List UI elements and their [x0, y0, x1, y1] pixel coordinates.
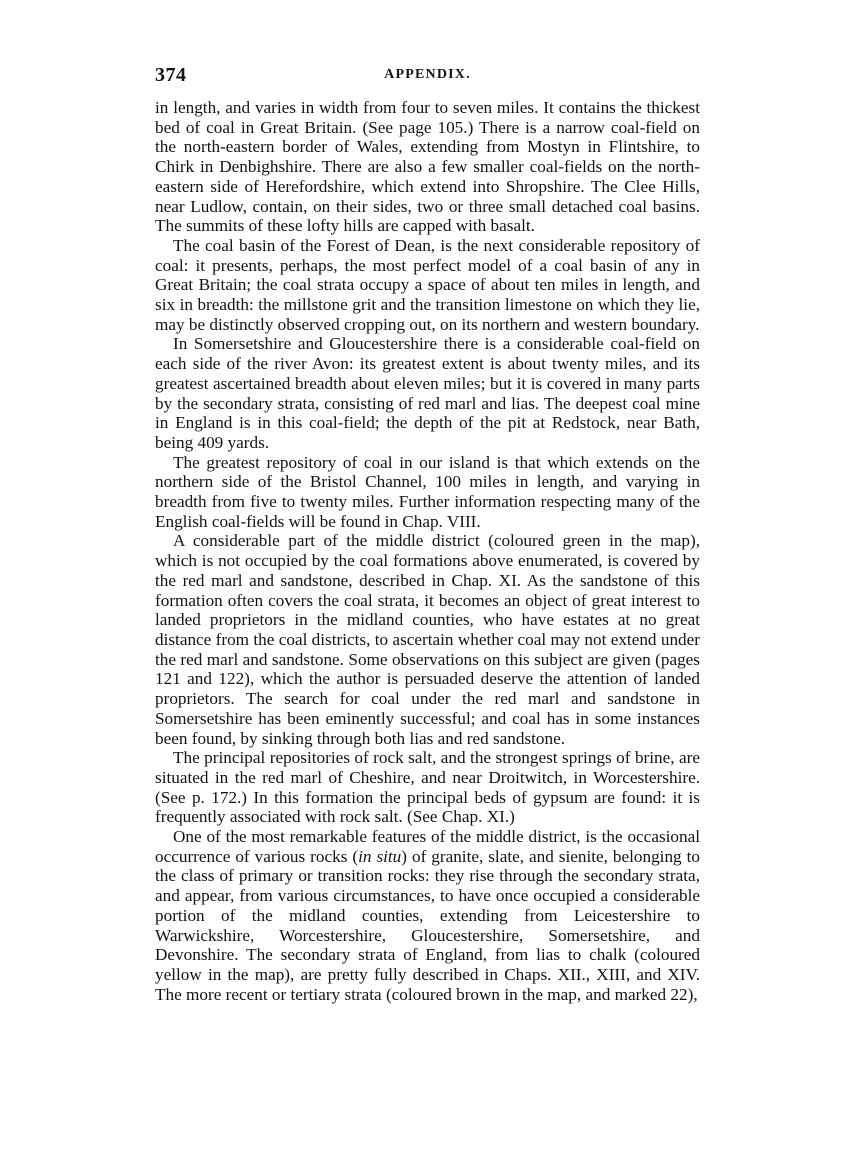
paragraph: The coal basin of the Forest of Dean, is the next considerable repository of coal: it presents, perhaps, the most perfect model of a coal basin of any in Great Britain; the coal strata occupy a space of about ten miles in length, and six in breadth: the millstone grit and the transition limestone on which they lie, may be distinctly observed cropping out, on its northern and western boundary.: [155, 235, 700, 334]
paragraph: in length, and varies in width from four to seven miles. It contains the thickest bed of coal in Great Britain. (See page 105.) There is a narrow coal-field on the north-eastern border of Wales, extending from Mostyn in Flintshire, to Chirk in Denbighshire. There are also a few smaller coal-fields on the north-eastern side of Herefordshire, which extend into Shropshire. The Clee Hills, near Ludlow, contain, on their sides, two or three small detached coal basins. The summits of these lofty hills are capped with basalt.: [155, 98, 700, 236]
body-text: [155, 98, 700, 1004]
running-head: APPENDIX.: [384, 67, 471, 82]
text-run: One of the most remarkable features of the middle district, is the occasional occurrence of various rocks (: [155, 827, 700, 866]
paragraph: In Somersetshire and Gloucestershire there is a considerable coal-field on each side of the river Avon: its greatest extent is about twenty miles, and its greatest ascertained breadth about eleven miles; but it is covered in many parts by the secondary strata, consisting of red marl and lias. The deepest coal mine in England is in this coal-field; the depth of the pit at Redstock, near Bath, being 409 yards.: [155, 334, 700, 452]
paragraph: A considerable part of the middle district (coloured green in the map), which is not occupied by the coal formations above enumerated, is covered by the red marl and sandstone, described in Chap. XI. As the sandstone of this formation often covers the coal strata, it becomes an object of great interest to landed proprietors in the midland counties, who have estates at no great distance from the coal districts, to ascertain whether coal may not extend under the red marl and sandstone. Some observations on this subject are given (pages 121 and 122), which the author is persuaded deserve the attention of landed proprietors. The search for coal under the red marl and sandstone in Somersetshire has been eminently successful; and coal has in some instances been found, by sinking through both lias and red sandstone.: [155, 531, 700, 748]
paragraph: [155, 827, 700, 1004]
text-run: ) of granite, slate, and sienite, belonging to the class of primary or transition rocks: they rise through the secondary strata, and appear, from various circumstances, to have once occupied a considerable portion of the midland counties, extending from Leicestershire to Warwickshire, Worcestershire, Gloucestershire, Somersetshire, and Devonshire. The secondary strata of England, from lias to chalk (coloured yellow in the map), are pretty fully described in Chaps. XII., XIII, and XIV. The more recent or tertiary strata (coloured brown in the map, and marked 22),: [155, 846, 700, 1004]
page-header: [155, 64, 700, 88]
paragraph: The greatest repository of coal in our island is that which extends on the northern side of the Bristol Channel, 100 miles in length, and varying in breadth from five to twenty miles. Further information respecting many of the English coal-fields will be found in Chap. VIII.: [155, 452, 700, 531]
page-number: 374: [155, 64, 187, 86]
italic-phrase: in situ: [358, 846, 402, 866]
paragraph: The principal repositories of rock salt, and the strongest springs of brine, are situated in the red marl of Cheshire, and near Droitwitch, in Worcestershire. (See p. 172.) In this formation the principal beds of gypsum are found: it is frequently associated with rock salt. (See Chap. XI.): [155, 748, 700, 827]
